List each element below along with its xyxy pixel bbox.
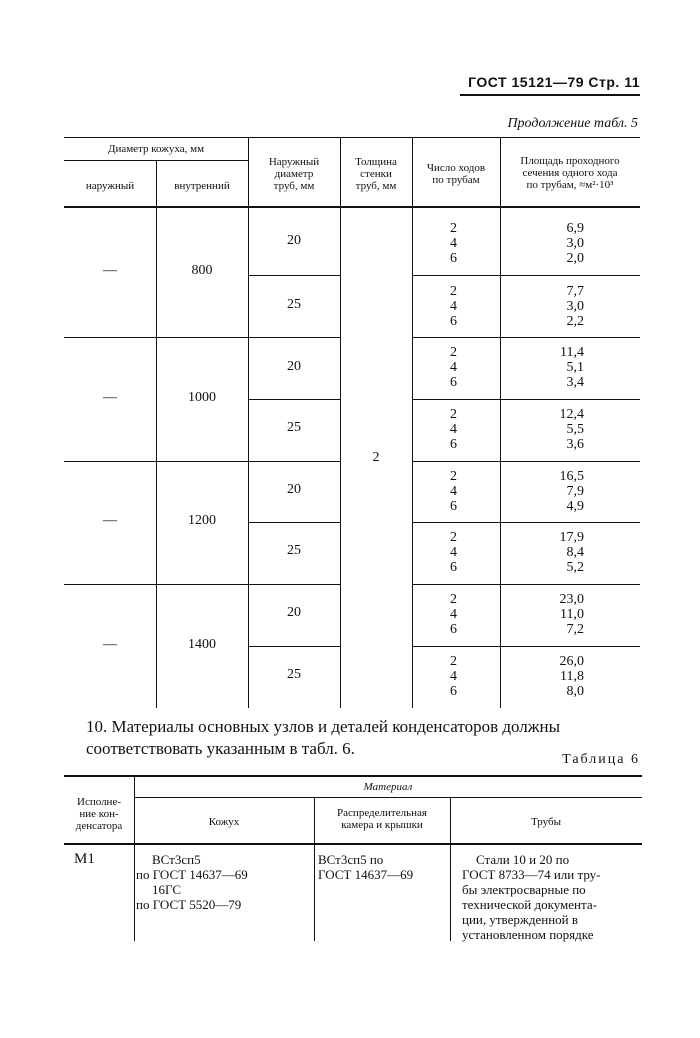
page-header: ГОСТ 15121—79 Стр. 11 xyxy=(468,74,640,90)
header-tubes: Трубы xyxy=(531,816,561,828)
area-list: 11,4 5,1 3,4 xyxy=(560,345,584,390)
header-outer: наружный xyxy=(85,180,135,192)
table6-caption: Таблица 6 xyxy=(562,752,640,767)
tubes-material: Стали 10 и 20 по ГОСТ 8733—74 или тру- бы электросварные по технической документа- ции, утвержденной в установленном порядке xyxy=(462,852,601,942)
group-outer: — xyxy=(103,513,117,528)
group-outer: — xyxy=(103,263,117,278)
header-material: Материал xyxy=(363,781,413,793)
group-inner: 1000 xyxy=(188,390,216,405)
header-execution: Исполне- ние кон- денсатора xyxy=(75,796,123,832)
group-outer: — xyxy=(103,390,117,405)
header-inner: внутренний xyxy=(174,180,230,192)
area-list: 23,0 11,0 7,2 xyxy=(559,592,584,637)
chamber-material: ВСт3сп5 по ГОСТ 14637—69 xyxy=(318,852,414,882)
table-continuation-label: Продолжение табл. 5 xyxy=(507,116,638,131)
passes-list: 2 4 6 xyxy=(450,345,457,390)
section-10-paragraph: 10. Материалы основных узлов и деталей конденсаторов должны соответствовать указанным в табл. 6. xyxy=(86,717,561,758)
passes-list: 2 4 6 xyxy=(450,592,457,637)
execution-value: М1 xyxy=(74,851,95,867)
group-inner: 1400 xyxy=(188,637,216,652)
header-passes: Число ходов по трубам xyxy=(426,162,486,186)
area-list: 16,5 7,9 4,9 xyxy=(559,469,584,514)
area-list: 26,0 11,8 8,0 xyxy=(559,654,584,699)
area-list: 17,9 8,4 5,2 xyxy=(559,530,584,575)
tube-diameter: 25 xyxy=(287,667,301,682)
header-wall-thickness: Толщина стенки труб, мм xyxy=(355,156,397,192)
tube-diameter: 25 xyxy=(287,420,301,435)
header-area: Площадь проходного сечения одного хода по трубам, ≈м²·10³ xyxy=(520,155,620,191)
passes-list: 2 4 6 xyxy=(450,221,457,266)
header-shell: Кожух xyxy=(208,816,240,828)
area-list: 7,7 3,0 2,2 xyxy=(566,284,584,329)
passes-list: 2 4 6 xyxy=(450,530,457,575)
passes-list: 2 4 6 xyxy=(450,654,457,699)
wall-thickness-value: 2 xyxy=(372,450,380,465)
passes-list: 2 4 6 xyxy=(450,407,457,452)
header-diameter-group: Диаметр кожуха, мм xyxy=(107,143,205,155)
header-rule xyxy=(460,94,640,96)
header-tube-diameter: Наружный диаметр труб, мм xyxy=(268,156,320,192)
tube-diameter: 25 xyxy=(287,543,301,558)
tube-diameter: 20 xyxy=(287,233,301,248)
tube-diameter: 20 xyxy=(287,605,301,620)
area-list: 6,9 3,0 2,0 xyxy=(566,221,584,266)
header-chamber: Распределительная камера и крышки xyxy=(337,807,427,831)
area-list: 12,4 5,5 3,6 xyxy=(559,407,584,452)
tube-diameter: 20 xyxy=(287,482,301,497)
group-outer: — xyxy=(103,637,117,652)
passes-list: 2 4 6 xyxy=(450,284,457,329)
passes-list: 2 4 6 xyxy=(450,469,457,514)
group-inner: 1200 xyxy=(188,513,216,528)
tube-diameter: 20 xyxy=(287,359,301,374)
shell-material: ВСт3сп5 по ГОСТ 14637—69 16ГС по ГОСТ 5520—79 xyxy=(136,852,248,912)
group-inner: 800 xyxy=(191,263,213,278)
tube-diameter: 25 xyxy=(287,297,301,312)
